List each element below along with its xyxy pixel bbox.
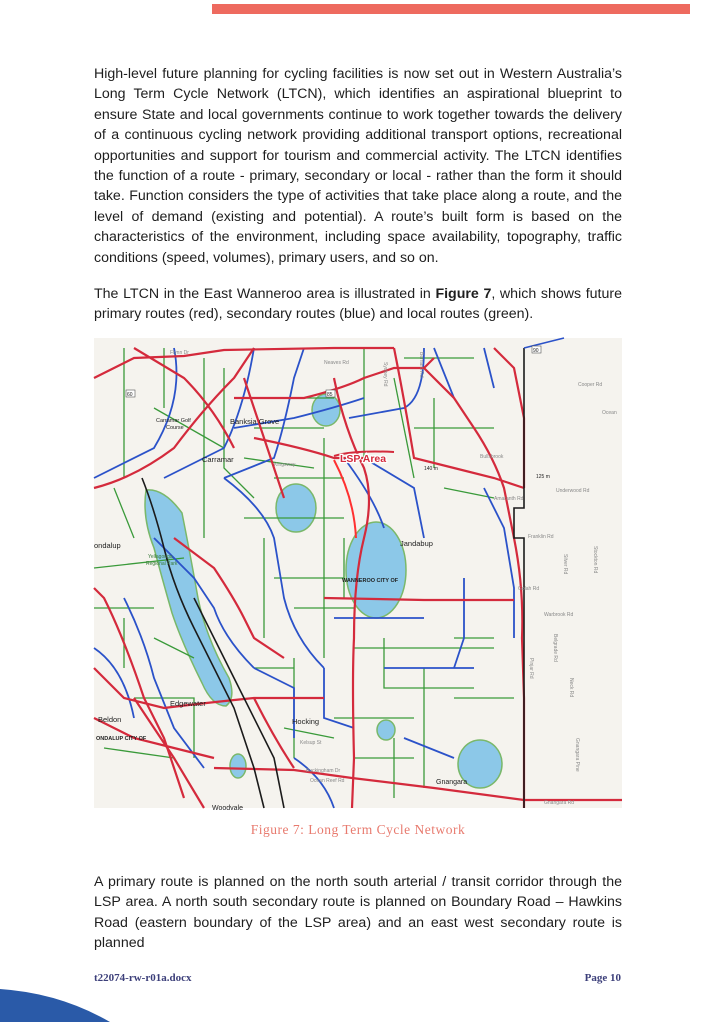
figure-reference-link: Figure 7 — [435, 286, 492, 302]
paragraph-ltcn-intro: High-level future planning for cycling facilities is now set out in Western Australia’s Long Term Cycle Network (LTCN), which identifies an aspirational blueprint to ensure State and local governments continue to work together towards the delivery of a continuous cycling network providing additional transport options, recreational opportunities and support for tourism and commercial activity. The LTCN identifies the function of a route - primary, secondary or local - rather than the form it should take. Function considers the type of activities that take place along a route, and the level of demand (existing and potential). A route’s built form is based on the characteristics of the environment, including space availability, topography, traffic conditions (speed, volumes), primary users, and so on. — [94, 66, 622, 266]
lake-hocking — [377, 720, 395, 740]
road-label: Bullsbrook — [480, 454, 504, 460]
map-label: Yellagonga — [148, 554, 173, 560]
map-label: Woodvale — [212, 805, 244, 812]
road-label: Sydney Rd — [382, 362, 388, 387]
map-label: Regional Park — [146, 561, 178, 567]
map-label: Jandabup — [400, 539, 433, 548]
map-label: Banksia Grove — [230, 417, 280, 426]
road-label: Neck Rd — [568, 678, 574, 698]
paragraph-text: The LTCN in the East Wanneroo area is illustrated in — [94, 286, 436, 302]
road-label: Franklin Rd — [528, 534, 554, 540]
corner-swoosh — [0, 975, 110, 1022]
road-label: Kingsway — [274, 462, 296, 468]
road-label: Golah Rd — [518, 586, 540, 592]
map-label: ONDALUP CITY OF — [96, 736, 147, 742]
map-label: WANNEROO CITY OF — [342, 578, 399, 584]
road-label: Ocean — [602, 410, 617, 416]
road-label: Gnangara Pine — [574, 738, 580, 772]
road-label: Ocean Reef Rd — [310, 778, 345, 784]
road-label: 125 m — [536, 474, 550, 480]
map-label: Edgewater — [170, 699, 206, 708]
paragraph-text: , which shows future primary routes (red), secondary routes (blue) and local routes (green). — [94, 286, 622, 323]
road-label: Belgrade Rd — [552, 634, 558, 662]
map-label: Beldon — [98, 715, 122, 724]
road-label: Neaves Rd — [324, 360, 349, 366]
road-label: 140 m — [424, 466, 438, 472]
route-shield-label: 85 — [327, 392, 333, 398]
lsp-area-label: LSP Area — [340, 453, 387, 465]
footer-filename: t22074-rw-r01a.docx — [94, 972, 192, 984]
map-label: Gnangara — [436, 779, 468, 786]
paragraph-figure-reference — [94, 284, 622, 325]
figure-caption: Figure 7: Long Term Cycle Network — [250, 822, 466, 837]
road-label: Cooper Rd — [578, 382, 603, 388]
road-label: Buckingham Dr — [306, 768, 341, 774]
road-label: Stockton Rd — [592, 546, 598, 574]
map-label: Carramar — [202, 455, 234, 464]
cycle-network-map — [94, 338, 622, 812]
road-label: Gnangara Rd — [544, 800, 575, 806]
road-label: Kelsup St — [300, 740, 322, 746]
paragraph-primary-route: A primary route is planned on the north south arterial / transit corridor through the LSP area. A north south secondary route is planned on Boundary Road – Hawkins Road (eastern boundary of the LSP area) and an east west secondary route is planned — [94, 874, 622, 952]
footer-page-number: Page 10 — [584, 972, 621, 984]
route-shield-label: 90 — [533, 348, 539, 354]
map-label: Hocking — [292, 717, 320, 726]
header-accent-bar — [212, 4, 690, 14]
road-label: Pinjar Rd — [528, 658, 534, 679]
road-label: Warbrook Rd — [544, 612, 574, 618]
road-label: Amaranth Rd — [494, 496, 524, 502]
road-label: Silver Rd — [562, 554, 568, 575]
map-label: Carramar Golf — [156, 418, 191, 424]
map-label: ondalup — [94, 541, 121, 550]
road-label: Flynn Dr — [170, 350, 189, 356]
road-label: Underwood Rd — [556, 488, 590, 494]
lake-south — [230, 754, 246, 778]
route-shield-label: 60 — [127, 392, 133, 398]
map-label: Course — [166, 425, 184, 431]
road-label: Bernard Rd — [418, 352, 424, 378]
